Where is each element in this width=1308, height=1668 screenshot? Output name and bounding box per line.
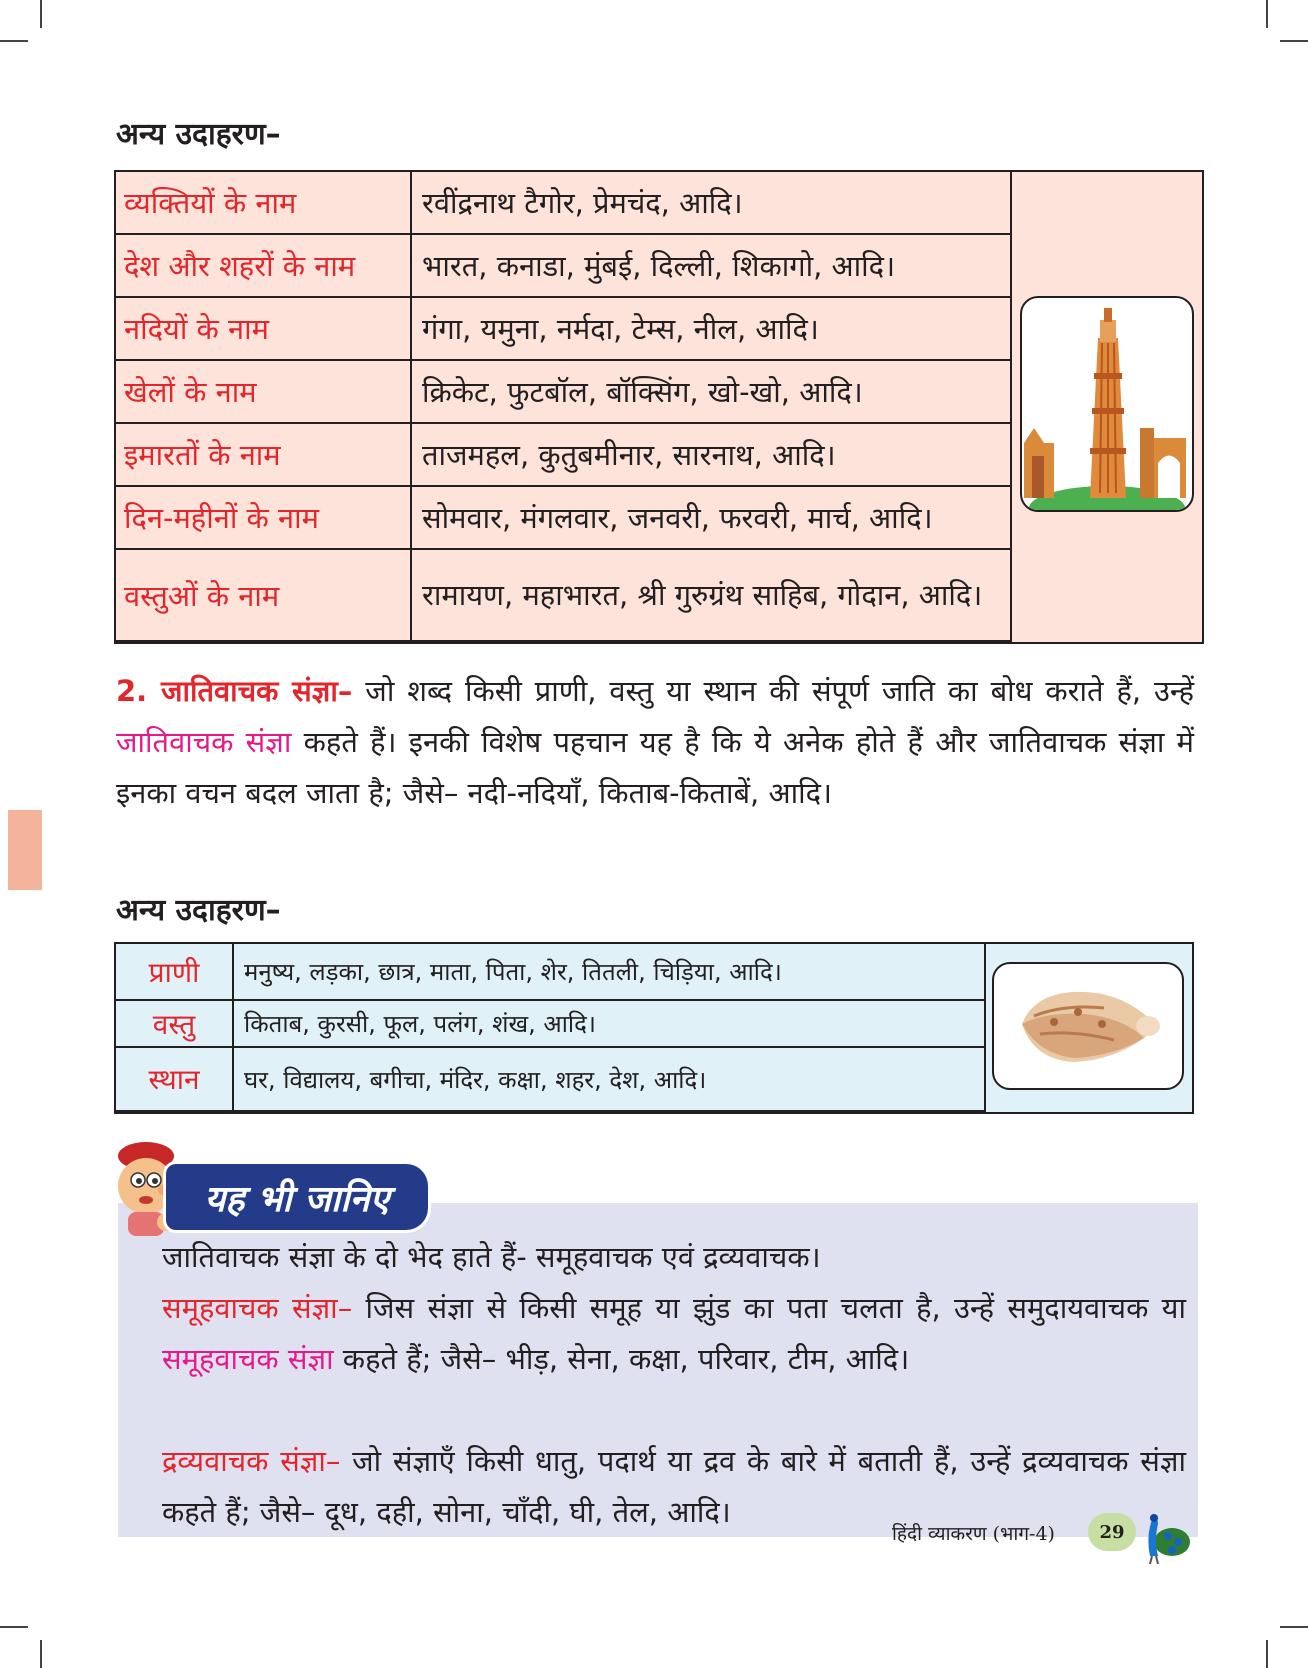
conch-shell-icon	[994, 964, 1182, 1088]
row-label: प्राणी	[116, 944, 234, 999]
table-row	[116, 424, 1012, 487]
row-label: नदियों के नाम	[116, 298, 412, 359]
row-label: देश और शहरों के नाम	[116, 235, 412, 296]
row-examples: गंगा, यमुना, नर्मदा, टेम्स, नील, आदि।	[422, 311, 819, 346]
row-examples: मनुष्य, लड़का, छात्र, माता, पिता, शेर, तितली, चिड़िया, आदि।	[244, 958, 782, 986]
row-label: वस्तु	[116, 1001, 234, 1046]
table-row	[116, 487, 1012, 550]
collective-title: समूहवाचक संज्ञा–	[162, 1291, 353, 1325]
section-heading: अन्य उदाहरण–	[116, 893, 281, 928]
definition-text: कहते हैं। इनकी विशेष पहचान यह है कि ये अनेक होते हैं और जातिवाचक संज्ञा में इनका वचन बदल जाता है; जैसे– नदी-नदियाँ, किताब-किताबें, आदि।	[116, 725, 1194, 810]
table-row	[116, 172, 1012, 235]
table-row	[116, 944, 986, 1001]
collective-text: कहते हैं; जैसे– भीड़, सेना, कक्षा, परिवार, टीम, आदि।	[333, 1342, 910, 1376]
material-text: जो संज्ञाएँ किसी धातु, पदार्थ या द्रव के बारे में बताती हैं, उन्हें द्रव्यवाचक संज्ञा कहते हैं; जैसे– दूध, दही, सोना, चाँदी, घी, तेल, आदि।	[162, 1444, 1186, 1529]
section-heading: अन्य उदाहरण–	[116, 117, 281, 152]
row-examples: भारत, कनाडा, मुंबई, दिल्ली, शिकागो, आदि।	[422, 248, 896, 283]
row-examples: किताब, कुरसी, फूल, पलंग, शंख, आदि।	[244, 1010, 596, 1038]
definition-term: जातिवाचक संज्ञा	[116, 725, 292, 759]
column-divider	[1010, 172, 1012, 642]
crop-mark	[1280, 40, 1308, 42]
know-more-banner: यह भी जानिए	[166, 1164, 428, 1230]
row-examples: रवींद्रनाथ टैगोर, प्रेमचंद, आदि।	[422, 185, 743, 220]
know-more-intro: जातिवाचक संज्ञा के दो भेद हाते हैं- समूहवाचक एवं द्रव्यवाचक।	[162, 1240, 821, 1274]
qutub-minar-image	[1020, 296, 1194, 512]
table-row	[116, 298, 1012, 361]
row-examples: रामायण, महाभारत, श्री गुरुग्रंथ साहिब, गोदान, आदि।	[422, 578, 983, 612]
crop-mark	[40, 0, 42, 28]
row-label: दिन-महीनों के नाम	[116, 487, 412, 548]
crop-mark	[1266, 0, 1268, 28]
table-row	[116, 361, 1012, 424]
row-examples: सोमवार, मंगलवार, जनवरी, फरवरी, मार्च, आदि।	[422, 500, 933, 535]
material-title: द्रव्यवाचक संज्ञा–	[162, 1444, 341, 1478]
definition-paragraph	[116, 666, 1194, 819]
row-label: व्यक्तियों के नाम	[116, 172, 412, 233]
row-label: इमारतों के नाम	[116, 424, 412, 485]
book-title: हिंदी व्याकरण (भाग-4)	[892, 1523, 1055, 1545]
crop-mark	[1266, 1640, 1268, 1668]
collective-noun-paragraph	[162, 1283, 1186, 1385]
row-label: स्थान	[116, 1048, 234, 1110]
collective-text: जिस संज्ञा से किसी समूह या झुंड का पता चलता है, उन्हें समुदायवाचक या	[352, 1291, 1186, 1325]
peacock-icon	[1132, 1506, 1192, 1566]
qutub-minar-icon	[1022, 298, 1192, 510]
collective-term: समूहवाचक संज्ञा	[162, 1342, 334, 1376]
crop-mark	[0, 1626, 28, 1628]
table-row	[116, 235, 1012, 298]
row-examples: क्रिकेट, फुटबॉल, बॉक्सिंग, खो-खो, आदि।	[422, 374, 863, 409]
conch-shell-image	[992, 962, 1184, 1090]
side-tab	[8, 810, 42, 890]
definition-text: जो शब्द किसी प्राणी, वस्तु या स्थान की संपूर्ण जाति का बोध कराते हैं, उन्हें	[352, 674, 1194, 708]
definition-title: 2. जातिवाचक संज्ञा–	[116, 674, 353, 708]
crop-mark	[1280, 1626, 1308, 1628]
table-row	[116, 1048, 986, 1112]
table-row	[116, 550, 1012, 642]
row-label: वस्तुओं के नाम	[116, 550, 412, 640]
table-row	[116, 1001, 986, 1048]
crop-mark	[0, 40, 28, 42]
row-label: खेलों के नाम	[116, 361, 412, 422]
row-examples: घर, विद्यालय, बगीचा, मंदिर, कक्षा, शहर, देश, आदि।	[244, 1065, 707, 1094]
page-number: 29	[1088, 1513, 1136, 1551]
crop-mark	[40, 1640, 42, 1668]
row-examples: ताजमहल, कुतुबमीनार, सारनाथ, आदि।	[422, 437, 836, 472]
column-divider	[984, 944, 986, 1112]
